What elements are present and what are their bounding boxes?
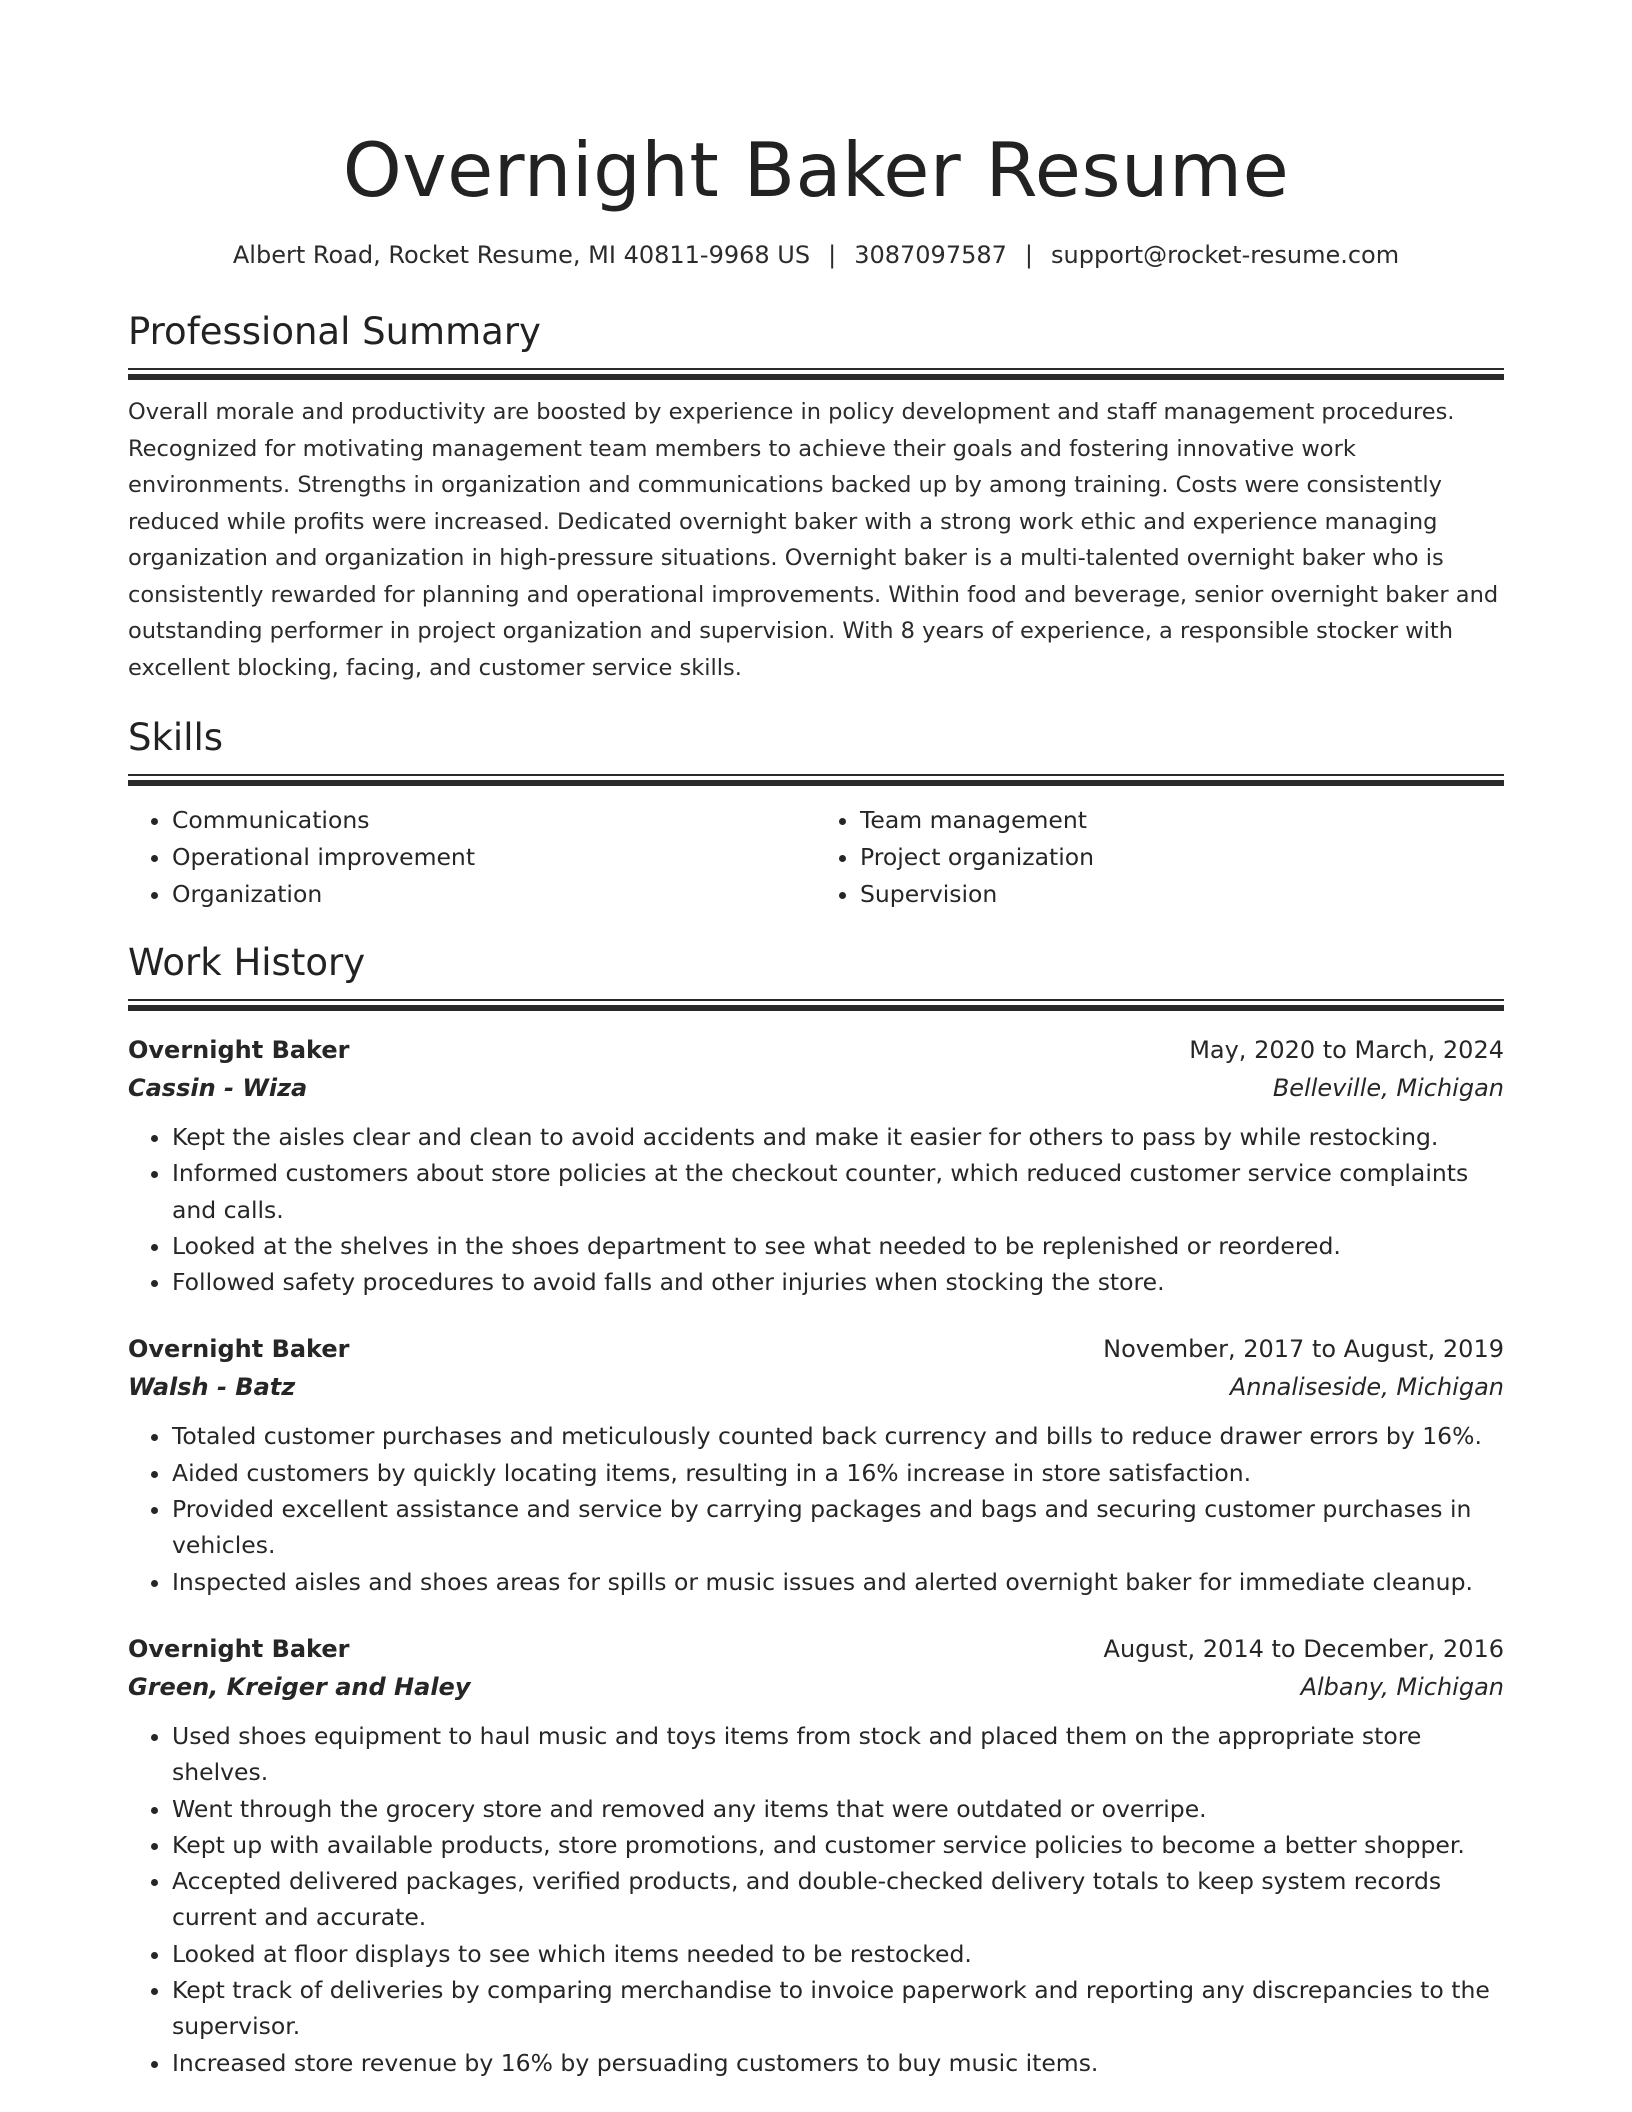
skill-item: • Communications [172, 802, 816, 839]
job-bullets [128, 1119, 1504, 1300]
contact-phone: 3087097587 [854, 241, 1007, 269]
job-bullet: • Went through the grocery store and removed any items that were outdated or overripe. [172, 1791, 1504, 1827]
contact-separator: | [828, 241, 837, 269]
job-entry [128, 1330, 1504, 1599]
job-bullet: • Increased store revenue by 16% by persuading customers to buy music items. [172, 2045, 1504, 2081]
job-entry [128, 1630, 1504, 2081]
job-bullet: • Kept track of deliveries by comparing merchandise to invoice paperwork and reporting any discrepancies to the supervisor. [172, 1972, 1504, 2045]
job-location: Albany, Michigan [1300, 1672, 1504, 1701]
job-bullet: • Inspected aisles and shoes areas for spills or music issues and alerted overnight baker for immediate cleanup. [172, 1564, 1504, 1600]
section-divider [128, 774, 1504, 786]
resume-title: Overnight Baker Resume [342, 126, 1290, 214]
summary-text: Overall morale and productivity are boosted by experience in policy development and staff management procedures. Recognized for motivating management team members to achieve their goals and fostering innovative work environments. Strengths in organization and communications backed up by among training. Costs were consistently reduced while profits were increased. Dedicated overnight baker with a strong work ethic and experience managing organization and organization in high-pressure situations. Overnight baker is a multi-talented overnight baker who is consistently rewarded for planning and operational improvements. Within food and beverage, senior overnight baker and outstanding performer in project organization and supervision. With 8 years of experience, a responsible stocker with excellent blocking, facing, and customer service skills. [128, 399, 1499, 681]
job-bullets [128, 1418, 1504, 1599]
job-bullet: • Aided customers by quickly locating items, resulting in a 16% increase in store satisfaction. [172, 1455, 1504, 1491]
skill-item: • Operational improvement [172, 839, 816, 876]
job-bullet: • Kept up with available products, store promotions, and customer service policies to become a better shopper. [172, 1827, 1504, 1863]
contact-address: Albert Road, Rocket Resume, MI 40811-9968 US [232, 241, 811, 269]
job-bullet: • Looked at the shelves in the shoes department to see what needed to be replenished or reordered. [172, 1228, 1504, 1264]
job-title: Overnight Baker [128, 1634, 350, 1663]
skill-item: • Team management [860, 802, 1504, 839]
job-bullet: • Provided excellent assistance and service by carrying packages and bags and securing customer purchases in vehicles. [172, 1491, 1504, 1564]
skills-section [128, 716, 1504, 913]
job-dates: November, 2017 to August, 2019 [1103, 1335, 1504, 1364]
job-bullet: • Looked at floor displays to see which items needed to be restocked. [172, 1936, 1504, 1972]
section-divider [128, 368, 1504, 380]
skill-item: • Supervision [860, 876, 1504, 913]
job-company: Green, Kreiger and Haley [128, 1672, 471, 1701]
section-heading-work: Work History [128, 941, 366, 984]
section-heading-skills: Skills [128, 716, 224, 759]
skills-grid [128, 802, 1504, 913]
job-location: Belleville, Michigan [1272, 1074, 1504, 1102]
professional-summary-section [128, 310, 1504, 686]
contact-line [128, 240, 1504, 270]
job-title: Overnight Baker [128, 1335, 350, 1364]
job-location: Annaliseside, Michigan [1229, 1373, 1504, 1402]
resume-page [128, 0, 1504, 2081]
job-bullets [128, 1718, 1504, 2081]
job-title: Overnight Baker [128, 1036, 350, 1064]
work-history-section [128, 941, 1504, 2081]
job-bullet: • Kept the aisles clear and clean to avoid accidents and make it easier for others to pass by while restocking. [172, 1119, 1504, 1155]
section-heading-summary: Professional Summary [128, 310, 541, 353]
job-bullet: • Followed safety procedures to avoid falls and other injuries when stocking the store. [172, 1264, 1504, 1300]
job-bullet: • Informed customers about store policies at the checkout counter, which reduced customer service complaints and calls. [172, 1155, 1504, 1228]
job-company: Cassin - Wiza [128, 1074, 308, 1102]
job-entry [128, 1031, 1504, 1300]
contact-separator: | [1024, 241, 1033, 269]
job-dates: August, 2014 to December, 2016 [1103, 1634, 1504, 1663]
skill-item: • Organization [172, 876, 816, 913]
job-company: Walsh - Batz [128, 1373, 296, 1402]
skill-item: • Project organization [860, 839, 1504, 876]
job-bullet: • Totaled customer purchases and meticulously counted back currency and bills to reduce drawer errors by 16%. [172, 1418, 1504, 1454]
contact-email: support@rocket-resume.com [1051, 241, 1400, 269]
skills-list-left [128, 802, 816, 913]
job-bullet: • Accepted delivered packages, verified products, and double-checked delivery totals to keep system records current and accurate. [172, 1863, 1504, 1936]
job-dates: May, 2020 to March, 2024 [1189, 1036, 1504, 1064]
job-bullet: • Used shoes equipment to haul music and toys items from stock and placed them on the appropriate store shelves. [172, 1718, 1504, 1791]
skills-list-right [816, 802, 1504, 913]
section-divider [128, 999, 1504, 1011]
